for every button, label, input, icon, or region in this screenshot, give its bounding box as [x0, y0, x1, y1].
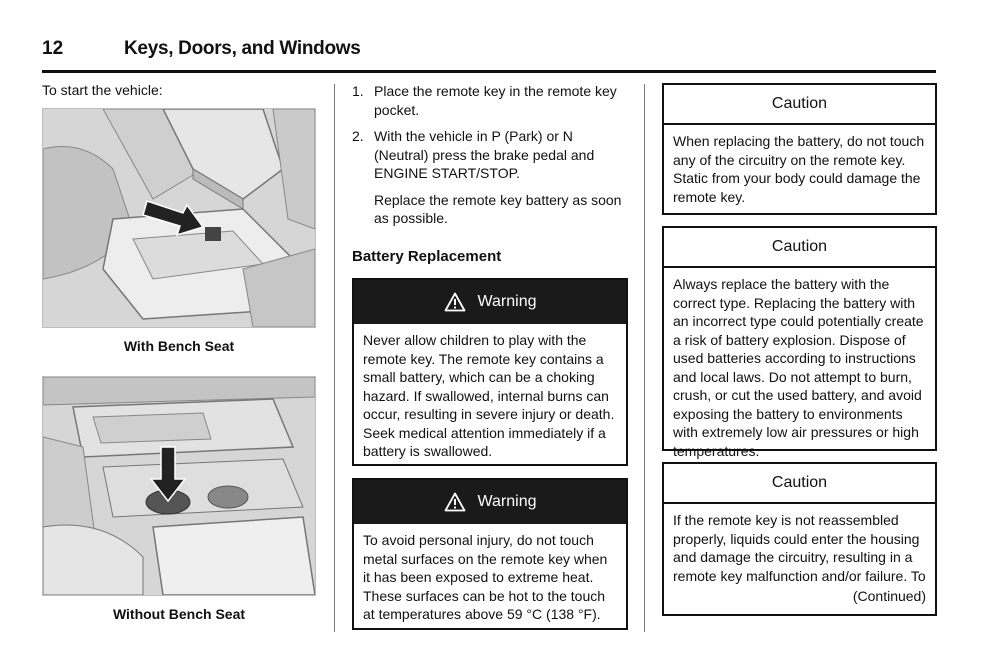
step-number: 1.: [352, 83, 364, 99]
step-note: Replace the remote key battery as soon as possible.: [374, 191, 622, 226]
list-item: [352, 82, 628, 119]
continued-label: (Continued): [852, 588, 926, 604]
figure-without-bench-seat: [42, 376, 316, 596]
section-title: Keys, Doors, and Windows: [124, 38, 361, 59]
step-number: 2.: [352, 128, 364, 144]
warning-title: Warning: [477, 292, 537, 310]
warning-title: Warning: [477, 492, 537, 510]
caution-box: [662, 83, 937, 215]
caution-header: Caution: [664, 464, 935, 504]
warning-box: [352, 478, 628, 630]
column-1: [42, 82, 316, 644]
caution-body: [664, 504, 935, 615]
warning-box: [352, 278, 628, 466]
subheading-battery-replacement: Battery Replacement: [352, 247, 502, 265]
warning-triangle-icon: [444, 492, 466, 512]
warning-text: To avoid personal injury, do not touch metal surfaces on the remote key when it has been exposed to extreme heat. These surfaces can be hot to the touch at temperatures above 59 °C (138 °F).: [363, 532, 608, 622]
column-2: [352, 82, 628, 630]
caution-text: Always replace the battery with the correct type. Replacing the battery with an incorrect type could potentially create a risk of battery explosion. Dispose of used batteries according to instructions and local laws. Do not attempt to burn, crush, or cut the used battery, and avoid exposing the battery to environments with extremely low air pressures or high temperatures.: [673, 276, 924, 459]
lead-text: To start the vehicle:: [42, 82, 163, 98]
list-item: [352, 127, 628, 183]
page-number: 12: [42, 38, 64, 59]
column-divider: [334, 84, 335, 632]
step-text: With the vehicle in P (Park) or N (Neutral) press the brake pedal and ENGINE START/STOP.: [374, 128, 595, 181]
caution-header: Caution: [664, 85, 935, 125]
caution-text: If the remote key is not reassembled properly, liquids could enter the housing and damage the circuitry, resulting in a remote key malfunction and/or failure. To: [673, 512, 926, 584]
step-text: Place the remote key in the remote key pocket.: [374, 83, 617, 118]
steps-list: [352, 82, 628, 183]
caution-box: [662, 462, 937, 616]
caution-text: When replacing the battery, do not touch any of the circuitry on the remote key. Static from your body could damage the remote key.: [673, 133, 925, 205]
warning-header: [354, 480, 626, 524]
caution-header: Caution: [664, 228, 935, 268]
warning-text: Never allow children to play with the remote key. The remote key contains a small battery, which can be a choking hazard. If swallowed, internal burns can occur, resulting in severe injury or death. Seek medical attention immediately if a battery is swallowed.: [363, 332, 615, 459]
column-divider: [644, 84, 645, 632]
figure-with-bench-seat: [42, 108, 316, 328]
warning-triangle-icon: [444, 292, 466, 312]
warning-header: [354, 280, 626, 324]
caution-box: [662, 226, 937, 459]
column-3: [662, 83, 937, 616]
page-header: [42, 36, 936, 73]
figure-caption: With Bench Seat: [123, 338, 235, 354]
figure-caption: Without Bench Seat: [112, 606, 246, 622]
